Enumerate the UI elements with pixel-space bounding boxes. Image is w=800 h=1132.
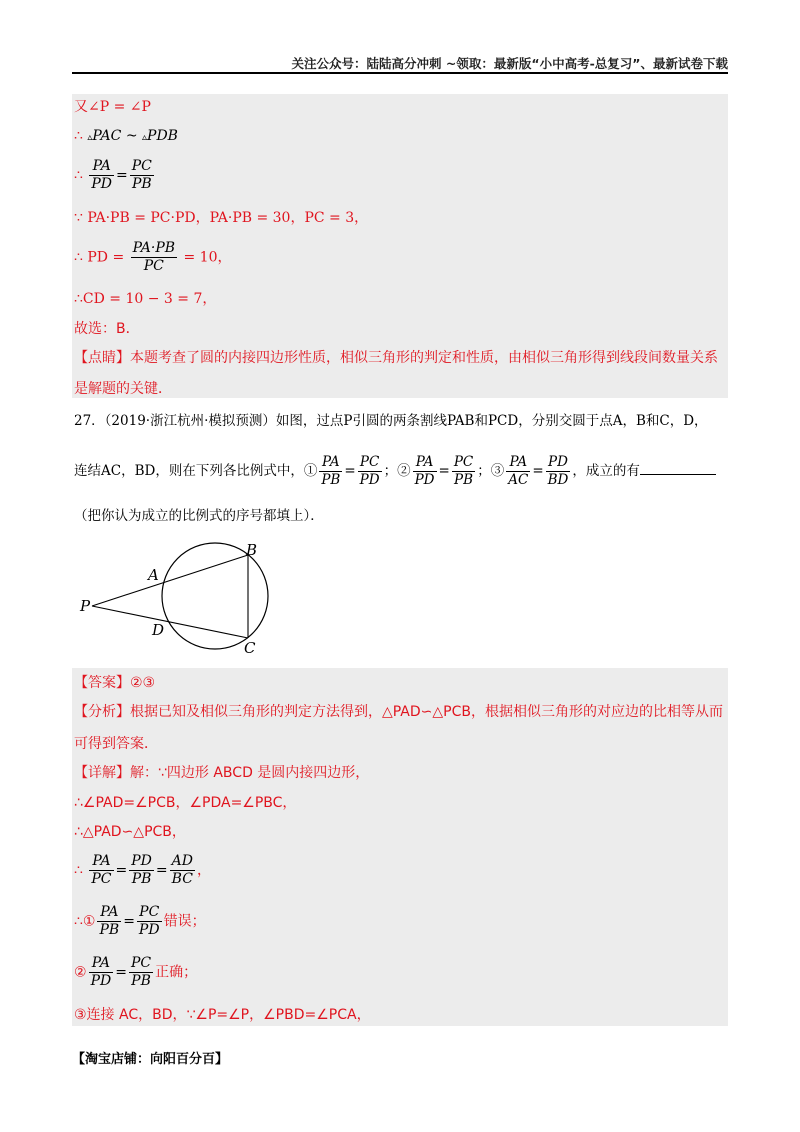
denominator: PB	[131, 973, 151, 989]
judgement: 错误；	[163, 913, 206, 930]
fraction	[137, 904, 162, 939]
numerator: PA	[89, 853, 113, 871]
fraction	[506, 454, 530, 489]
question-27-line-2: 连结AC，BD，则在下列各比例式中，① $\frac{PA}{PB}$ = $\frac{PC}{PD}$ ；② $\frac{PA}{PD}$ = $\frac{PC}{PB}$ ；③ $\frac{PA}{AC}$ = $\frac{PD}{BD}$ ，成立的有	[74, 454, 716, 489]
triangle-pac: PAC ~	[92, 128, 142, 144]
triangle-pdb: PDB	[147, 128, 178, 144]
denominator: PD	[91, 176, 113, 192]
numerator: PC	[130, 955, 152, 971]
fraction	[97, 904, 121, 939]
numerator: PA	[319, 454, 342, 472]
question-27-line-3: （把你认为成立的比例式的序号都填上）．	[74, 508, 324, 524]
denominator: PB	[321, 472, 341, 488]
separator: ；③	[477, 463, 505, 479]
punct: ，	[196, 862, 211, 879]
header-rule	[72, 72, 728, 74]
fraction	[452, 454, 475, 489]
prev-line-5	[74, 240, 232, 275]
pd-equals: ∴ PD =	[74, 249, 125, 266]
separator: ；②	[383, 463, 411, 479]
numerator: PD	[131, 853, 152, 869]
prev-comment-1: 【点睛】本题考查了圆的内接四边形性质，相似三角形的判定和性质，由相似三角形得到线段间数量关系	[74, 350, 718, 366]
detail-step-1: ∴∠PAD=∠PCB，∠PDA=∠PBC，	[74, 795, 297, 811]
therefore-sign: ∴	[74, 862, 83, 879]
denominator: PC	[143, 258, 164, 274]
numerator: PA	[89, 955, 114, 973]
judgement: 正确；	[155, 964, 198, 981]
fraction	[89, 158, 114, 193]
denominator: PB	[131, 871, 152, 887]
point-d-label: D	[152, 621, 165, 639]
denominator: PD	[414, 472, 435, 488]
answer-line: 【答案】②③	[74, 675, 156, 691]
prev-line-6: ∴CD = 10 − 3 = 7，	[74, 291, 217, 307]
fraction	[89, 955, 114, 990]
fraction	[170, 853, 195, 888]
denominator: BC	[171, 871, 193, 887]
detail-step-3: ∴ $\frac{PA}{PC}$ = $\frac{PD}{PB}$ = $\frac{AD}{BC}$ ，	[74, 853, 211, 887]
fraction	[358, 454, 382, 489]
denominator: PD	[359, 472, 380, 488]
denominator: BD	[547, 472, 569, 488]
pd-value: = 10，	[183, 249, 232, 266]
numerator: PC	[131, 158, 152, 174]
fraction	[546, 454, 571, 489]
numerator: PC	[453, 454, 474, 470]
detail-step-4: ∴① $\frac{PA}{PB}$ = $\frac{PC}{PD}$ 错误；	[74, 904, 206, 938]
fraction	[319, 454, 342, 489]
page-footer: 【淘宝店铺：向阳百分百】	[72, 1052, 229, 1067]
analysis-line-1: 【分析】根据已知及相似三角形的判定方法得到，△PAD∽△PCB，根据相似三角形的对应边的比相等从而	[74, 704, 723, 720]
detail-step-5: ② $\frac{PA}{PD}$ = $\frac{PC}{PB}$ 正确；	[74, 955, 198, 989]
fraction	[129, 955, 153, 990]
denominator: PB	[131, 176, 152, 192]
denominator: AC	[508, 472, 529, 488]
q27-intro: 连结AC，BD，则在下列各比例式中，①	[74, 463, 318, 479]
triangle-icon: ▵	[142, 132, 148, 143]
prev-line-2	[74, 127, 178, 147]
numerator: PC	[137, 904, 162, 922]
fraction	[131, 240, 177, 275]
prev-line-1: 又∠P = ∠P	[74, 99, 151, 115]
numerator: AD	[171, 853, 193, 869]
prev-line-3: ∴ $\frac{PA}{PD}$ = $\frac{PC}{PB}$	[74, 158, 152, 192]
prev-line-4: ∵ PA·PB = PC·PD，PA·PB = 30，PC = 3，	[74, 210, 369, 226]
detail-line: 【详解】解：∵四边形 ABCD 是圆内接四边形，	[74, 765, 370, 781]
detail-step-2: ∴△PAD∽△PCB，	[74, 824, 186, 840]
denominator: PB	[99, 922, 120, 938]
geometry-figure	[72, 536, 302, 662]
numerator: PA	[413, 454, 437, 472]
point-c-label: C	[244, 639, 256, 657]
fraction	[130, 158, 154, 193]
question-27-line-1: 27．（2019·浙江杭州·模拟预测）如图，过点P引圆的两条割线PAB和PCD，分别交圆于点A，B和C，D，	[74, 413, 708, 429]
answer-blank[interactable]	[640, 460, 716, 475]
therefore-sign: ∴	[74, 128, 83, 144]
numerator: PA	[89, 158, 114, 176]
denominator: PC	[91, 871, 112, 887]
therefore-sign: ∴①	[74, 913, 96, 930]
denominator: PD	[90, 973, 112, 989]
fraction	[129, 853, 154, 888]
denominator: PD	[138, 922, 160, 938]
triangle-icon: ▵	[87, 132, 93, 143]
therefore-sign: ∴	[74, 167, 83, 184]
point-a-label: A	[148, 566, 159, 584]
numerator: PA	[506, 454, 530, 472]
prev-comment-2: 是解题的关键．	[74, 381, 172, 397]
numerator: PA	[97, 904, 121, 922]
prev-choice: 故选：B．	[74, 321, 140, 337]
page-header: 关注公众号：陆陆高分冲刺 ~领取：最新版“小中高考-总复习”、最新试卷下载	[291, 56, 728, 71]
numerator: PA·PB	[132, 240, 176, 256]
numerator: PD	[546, 454, 571, 472]
fraction	[89, 853, 113, 888]
secant-pab	[92, 555, 248, 606]
fraction	[413, 454, 437, 489]
q27-ending: ，成立的有	[572, 463, 640, 479]
secant-pdc	[92, 606, 248, 638]
point-b-label: B	[246, 541, 258, 559]
item-marker: ②	[74, 964, 87, 981]
analysis-line-2: 可得到答案．	[74, 736, 158, 752]
numerator: PC	[358, 454, 382, 472]
denominator: PB	[454, 472, 474, 488]
detail-step-6: ③连接 AC，BD，∵∠P=∠P，∠PBD=∠PCA，	[74, 1007, 371, 1023]
point-p-label: P	[80, 597, 91, 615]
